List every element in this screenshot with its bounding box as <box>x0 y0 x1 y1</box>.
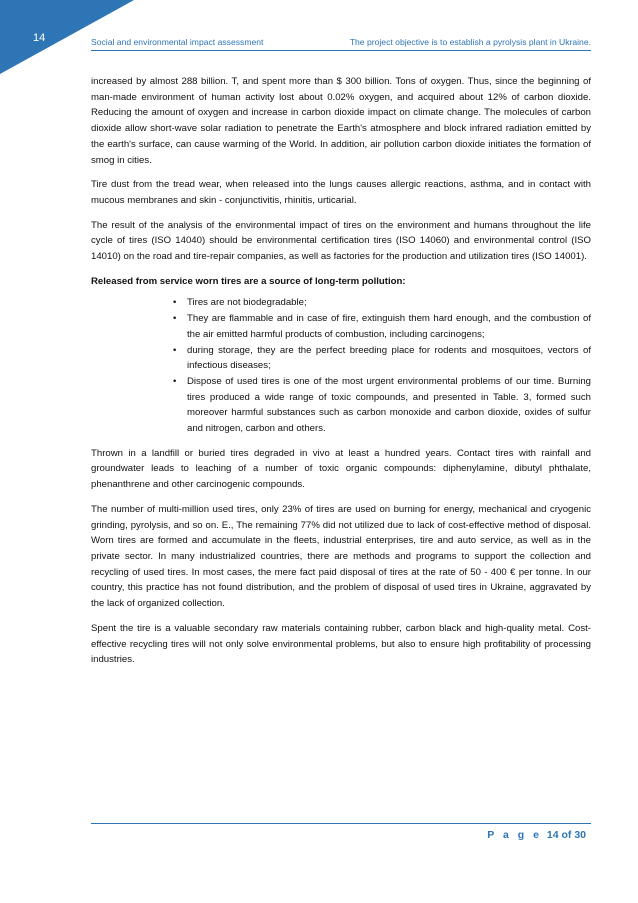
footer-page-count: 14 of 30 <box>546 829 586 841</box>
paragraph-tire-dust: Tire dust from the tread wear, when released into the lungs causes allergic reactions, asthma, and in contact with mucous membranes and skin - conjunctivitis, rhinitis, urticarial. <box>91 179 591 206</box>
paragraph-disposal-stats: The number of multi-million used tires, only 23% of tires are used on burning for energy, mechanical and cryogenic grinding, pyrolysis, and so on. E., The remaining 77% did not utilized due to lack of cost-effective method of disposal. Worn tires are formed and accumulate in the fleets, industrial enterprises, tire and auto service, as well as in the private sector. In many industrialized countries, there are methods and programs to support the collection and recycling of used tires. In most cases, the mere fact paid disposal of tires at the rate of 50 - 400 € per tonne. In our country, this practice has not found distribution, and the problem of disposal of used tires in Ukraine, aggravated by the lack of organized collection. <box>91 503 591 610</box>
pollution-bullet-list <box>91 295 591 436</box>
document-body <box>91 74 591 677</box>
footer-page-indicator <box>487 829 586 841</box>
list-item: • They are flammable and in case of fire, extinguish them hard enough, and the combustion of the air emitted harmful products of combustion, including carcinogens; <box>173 313 591 340</box>
paragraph-oxygen-carbon: increased by almost 288 billion. T, and spent more than $ 300 billion. Tons of oxygen. Thus, since the beginning of man-made environment of human activity lost about 0.02% oxygen, and acquired about 12% of carbon dioxide. Reducing the amount of oxygen and increase in carbon dioxide impact on climate change. The molecules of carbon dioxide allow short-wave solar radiation to penetrate the Earth's atmosphere and block infrared radiation emitted by the earth's surface, can cause warming of the World. In addition, air pollution carbon dioxide initiates the formation of smog in cities. <box>91 76 591 166</box>
paragraph-landfill: Thrown in a landfill or buried tires degraded in vivo at least a hundred years. Contact tires with rainfall and groundwater leads to leaching of a number of toxic organic compounds: diphenylamine, dibutyl phthalate, phenanthrene and other carcinogenic compounds. <box>91 447 591 491</box>
header-left-title: Social and environmental impact assessment <box>91 37 264 47</box>
bullet-icon: • <box>173 344 177 356</box>
header-right-title: The project objective is to establish a pyrolysis plant in Ukraine. <box>349 37 591 47</box>
section-heading: Released from service worn tires are a source of long-term pollution: <box>91 275 406 287</box>
bullet-icon: • <box>173 297 177 309</box>
paragraph-iso-analysis: The result of the analysis of the environmental impact of tires on the environment and humans throughout the life cycle of tires (ISO 14040) should be environmental certification tires (ISO 14060) and environmental control (ISO 14010) on the road and tire-repair companies, as well as factories for the production and utilization tires (ISO 14001). <box>91 219 591 263</box>
list-item: • Dispose of used tires is one of the most urgent environmental problems of our time. Burning tires produced a wide range of toxic compounds, and presented in Table. 3, formed such moreover harmful substances such as carbon monoxide and carbon dioxide, oxides of sulfur and nitrogen, carbon and others. <box>173 375 591 435</box>
header-page-number: 14 <box>33 32 46 44</box>
bullet-icon: • <box>173 313 177 325</box>
footer-divider <box>91 823 591 824</box>
list-item: • during storage, they are the perfect breeding place for rodents and mosquitoes, vectors of infectious diseases; <box>173 344 591 372</box>
paragraph-recycling-value: Spent the tire is a valuable secondary raw materials containing rubber, carbon black and high-quality metal. Cost-effective recycling tires will not only solve environmental problems, but also to ensure high profitability of processing industries. <box>91 622 591 666</box>
header-divider <box>91 50 591 51</box>
page-header <box>91 37 591 47</box>
footer-page-label: P a g e <box>487 829 542 841</box>
list-item: • Tires are not biodegradable; <box>173 295 591 311</box>
bullet-icon: • <box>173 375 177 387</box>
